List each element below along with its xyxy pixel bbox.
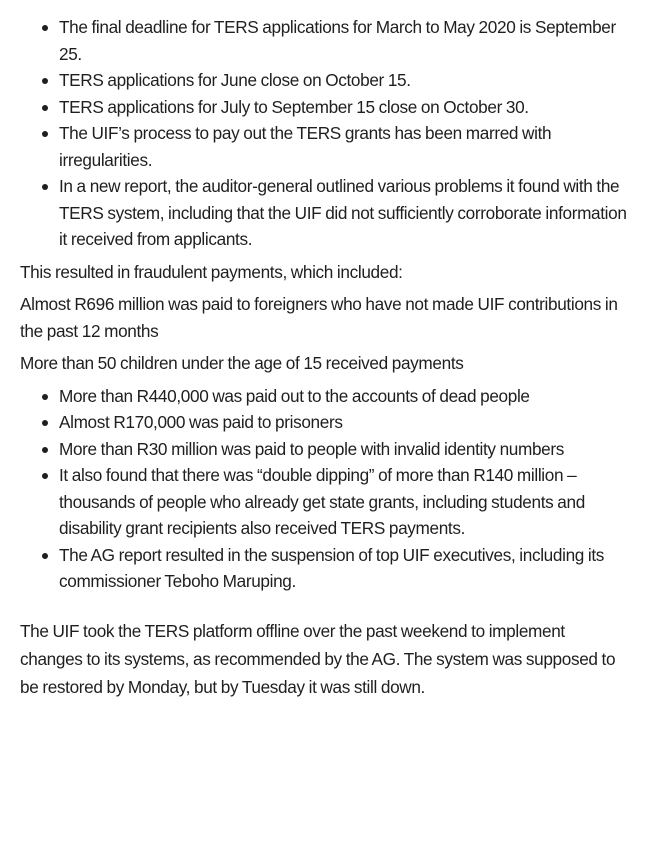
list-item: Almost R170,000 was paid to prisoners <box>59 409 630 436</box>
list-item: TERS applications for July to September 15 close on October 30. <box>59 94 630 121</box>
list-item: In a new report, the auditor-general outlined various problems it found with the TERS system, including that the UIF did not sufficiently corroborate information it received from applicants. <box>59 173 630 253</box>
list-item: More than R440,000 was paid out to the accounts of dead people <box>59 383 630 410</box>
deadlines-bullet-list <box>20 14 630 253</box>
spacer <box>20 595 630 617</box>
foreigners-paragraph: Almost R696 million was paid to foreigners who have not made UIF contributions in the past 12 months <box>20 294 618 341</box>
list-item: The UIF’s process to pay out the TERS grants has been marred with irregularities. <box>59 120 630 173</box>
list-item: The AG report resulted in the suspension of top UIF executives, including its commissioner Teboho Maruping. <box>59 542 630 595</box>
fraud-intro-paragraph: This resulted in fraudulent payments, which included: <box>20 261 403 282</box>
children-paragraph: More than 50 children under the age of 15 received payments <box>20 353 464 373</box>
list-item: The final deadline for TERS applications for March to May 2020 is September 25. <box>59 14 630 67</box>
fraud-bullet-list <box>20 383 630 595</box>
list-item: More than R30 million was paid to people with invalid identity numbers <box>59 436 630 463</box>
list-item: TERS applications for June close on October 15. <box>59 67 630 94</box>
closing-paragraph: The UIF took the TERS platform offline over the past weekend to implement changes to its systems, as recommended by the AG. The system was supposed to be restored by Monday, but by Tuesday it was still down. <box>20 620 616 697</box>
list-item: It also found that there was “double dipping” of more than R140 million – thousands of people who already get state grants, including students and disability grant recipients also received TERS payments. <box>59 462 630 542</box>
